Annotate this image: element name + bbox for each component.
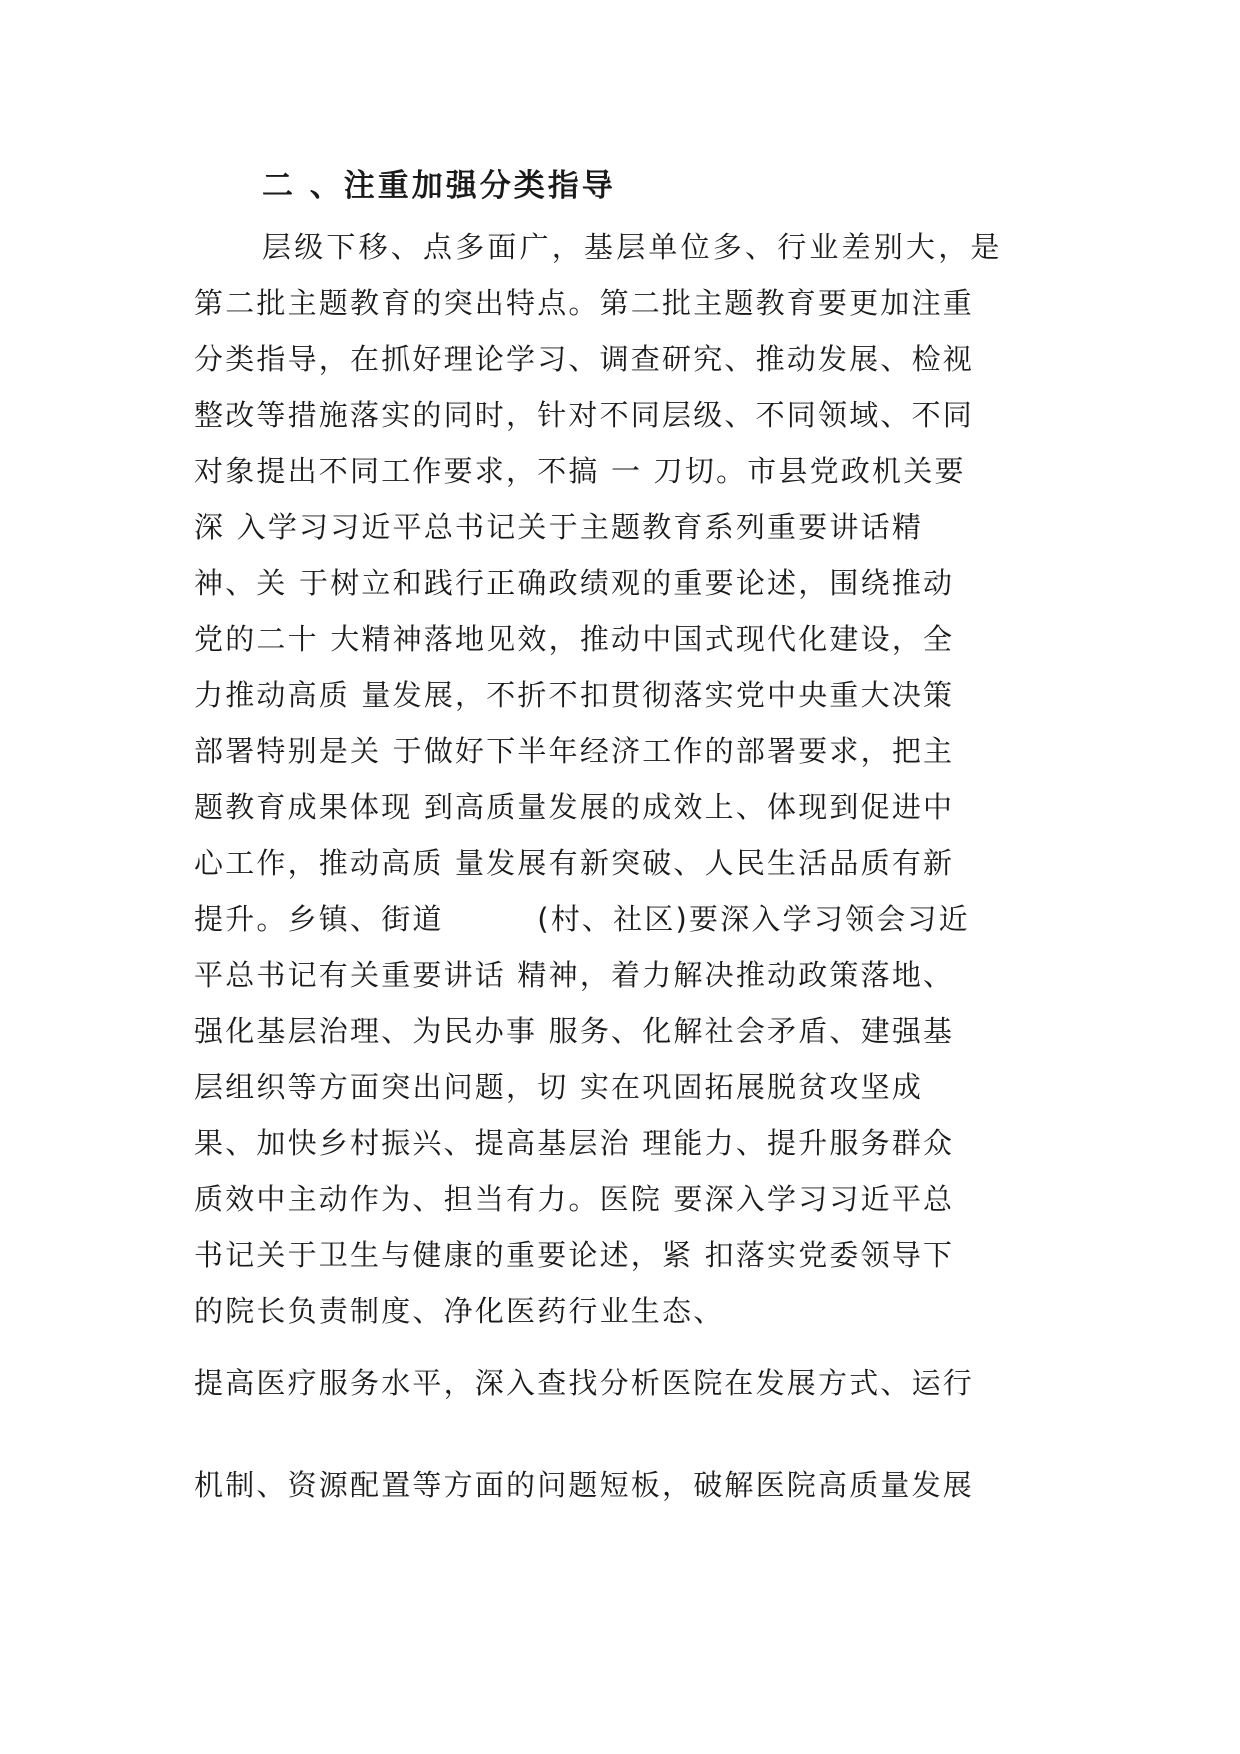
paragraph-line: 的院长负责制度、净化医药行业生态、: [194, 1294, 725, 1328]
paragraph-line: 平总书记有关重要讲话 精神，着力解决推动政策落地、: [194, 958, 955, 992]
paragraph-line: 力推动高质 量发展，不折不扣贯彻落实党中央重大决策: [194, 678, 955, 712]
paragraph-line: 机制、资源配置等方面的问题短板，破解医院高质量发展: [194, 1468, 975, 1502]
paragraph-line: 层组织等方面突出问题，切 实在巩固拓展脱贫攻坚成: [194, 1070, 924, 1104]
paragraph-line: 质效中主动作为、担当有力。医院 要深入学习习近平总: [194, 1182, 955, 1216]
paragraph-line: 果、加快乡村振兴、提高基层治 理能力、提升服务群众: [194, 1126, 955, 1160]
paragraph-line: 神、关 于树立和践行正确政绩观的重要论述，围绕推动: [194, 566, 955, 600]
paragraph-line: 层级下移、点多面广，基层单位多、行业差别大，是: [262, 230, 1003, 264]
paragraph-line: 第二批主题教育的突出特点。第二批主题教育要更加注重: [194, 286, 975, 320]
paragraph-line: 书记关于卫生与健康的重要论述，紧 扣落实党委领导下: [194, 1238, 955, 1272]
paragraph-line: 部署特别是关 于做好下半年经济工作的部署要求，把主: [194, 734, 955, 768]
paragraph-line: 提高医疗服务水平，深入查找分析医院在发展方式、运行: [194, 1366, 975, 1400]
paragraph-line: 心工作，推动高质 量发展有新突破、人民生活品质有新: [194, 846, 955, 880]
paragraph-line: 整改等措施落实的同时，针对不同层级、不同领域、不同: [194, 398, 975, 432]
section-heading: 二 、注重加强分类指导: [262, 168, 616, 204]
paragraph-line: 对象提出不同工作要求，不搞 一 刀切。市县党政机关要: [194, 454, 966, 488]
paragraph-line: 题教育成果体现 到高质量发展的成效上、体现到促进中: [194, 790, 955, 824]
paragraph-line: 提升。乡镇、街道 (村、社区)要深入学习领会习近: [194, 902, 970, 936]
paragraph-line: 分类指导，在抓好理论学习、调查研究、推动发展、检视: [194, 342, 975, 376]
paragraph-line: 深 入学习习近平总书记关于主题教育系列重要讲话精: [194, 510, 924, 544]
paragraph-line: 强化基层治理、为民办事 服务、化解社会矛盾、建强基: [194, 1014, 955, 1048]
paragraph-line: 党的二十 大精神落地见效，推动中国式现代化建设，全: [194, 622, 955, 656]
